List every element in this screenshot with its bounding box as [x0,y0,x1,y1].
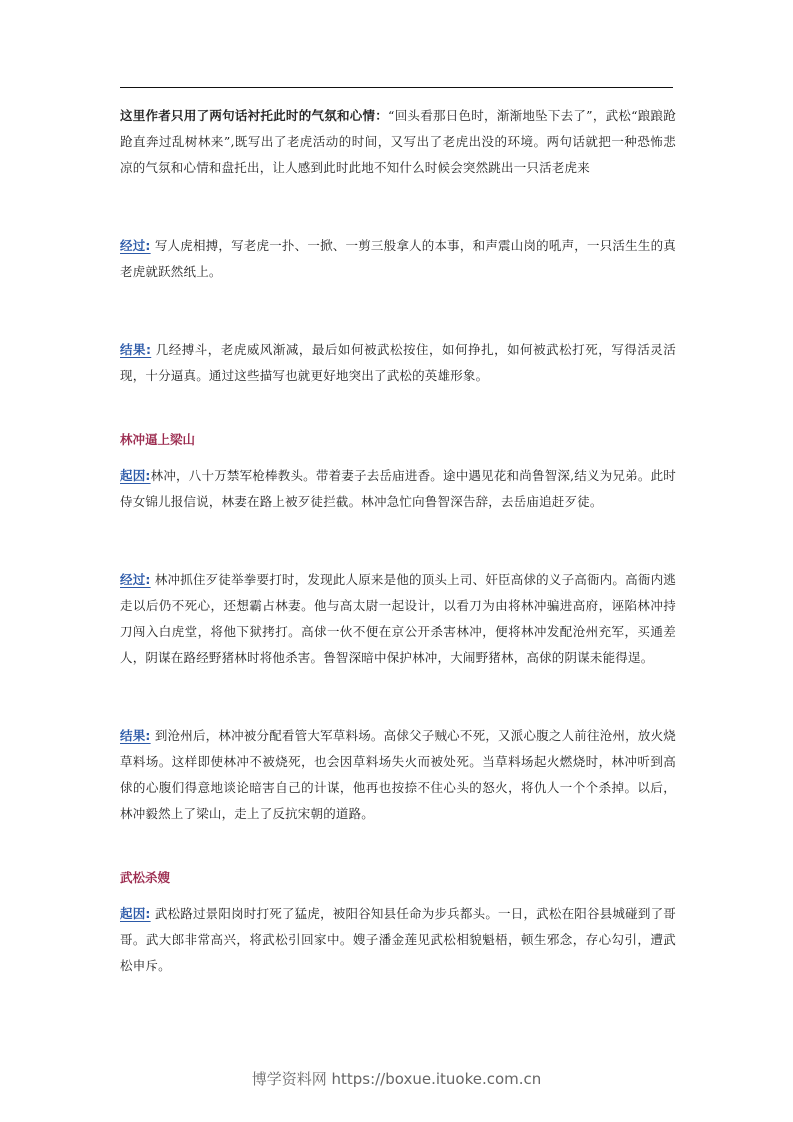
cause-label: 起因: [120,468,151,483]
section-title-wusong-sister: 武松杀嫂 [120,870,171,885]
result-label: 结果: [120,728,151,743]
wusong-sister-cause [120,901,676,979]
header-rule [120,87,673,88]
process-label: 经过: [120,572,151,587]
cause-label: 起因: [120,906,151,921]
wusong-tiger-result [120,337,676,389]
result-label: 结果: [120,342,152,357]
linchong-cause [120,463,676,515]
process-text: 写人虎相搏，写老虎一扑、一掀、一剪三般拿人的本事，和声震山岗的吼声，一只活生生的真老虎就跃然纸上。 [120,238,676,279]
linchong-process [120,567,676,671]
cause-text: 林冲，八十万禁军枪棒教头。带着妻子去岳庙进香。途中遇见花和尚鲁智深,结义为兄弟。此时侍女锦儿报信说，林妻在路上被歹徒拦截。林冲急忙向鲁智深告辞，去岳庙追赶歹徒。 [120,468,676,509]
document-body [120,103,676,979]
intro-text: “回头看那日色时，渐渐地坠下去了”，武松“踉踉跄跄直奔过乱树林来”,既写出了老虎活动的时间，又写出了老虎出没的环境。两句话就把一种恐怖悲凉的气氛和心情和盘托出，让人感到此时此地不知什么时候会突然跳出一只活老虎来 [120,108,676,175]
cause-text: 武松路过景阳岗时打死了猛虎，被阳谷知县任命为步兵都头。一日，武松在阳谷县城碰到了哥哥。武大郎非常高兴，将武松引回家中。嫂子潘金莲见武松相貌魁梧，顿生邪念，存心勾引，遭武松申斥。 [120,906,676,973]
result-text: 几经搏斗，老虎威风渐减，最后如何被武松按住，如何挣扎，如何被武松打死，写得活灵活现，十分逼真。通过这些描写也就更好地突出了武松的英雄形象。 [120,342,676,383]
linchong-result [120,723,676,827]
section-title-linchong: 林冲逼上梁山 [120,432,196,447]
footer-watermark: 博学资料网 https://boxue.ituoke.com.cn [251,1070,542,1088]
result-text: 到沧州后，林冲被分配看管大军草料场。高俅父子贼心不死，又派心腹之人前往沧州，放火烧草料场。这样即使林冲不被烧死，也会因草料场失火而被处死。当草料场起火燃烧时，林冲听到高俅的心腹们得意地谈论暗害自己的计谋，他再也按捺不住心头的怒火，将仇人一个个杀掉。以后，林冲毅然上了梁山，走上了反抗宋朝的道路。 [120,728,676,821]
intro-paragraph [120,103,676,181]
process-label: 经过: [120,238,151,253]
wusong-tiger-process [120,233,676,285]
intro-lead: 这里作者只用了两句话衬托此时的气氛和心情： [120,108,389,123]
process-text: 林冲抓住歹徒举拳要打时，发现此人原来是他的顶头上司、奸臣高俅的义子高衙内。高衙内逃走以后仍不死心，还想霸占林妻。他与高太尉一起设计，以看刀为由将林冲骗进高府，诬陷林冲持刀闯入白虎堂，将他下狱拷打。高俅一伙不便在京公开杀害林冲，便将林冲发配沧州充军，买通差人，阴谋在路经野猪林时将他杀害。鲁智深暗中保护林冲，大闹野猪林，高俅的阴谋未能得逞。 [120,572,676,665]
